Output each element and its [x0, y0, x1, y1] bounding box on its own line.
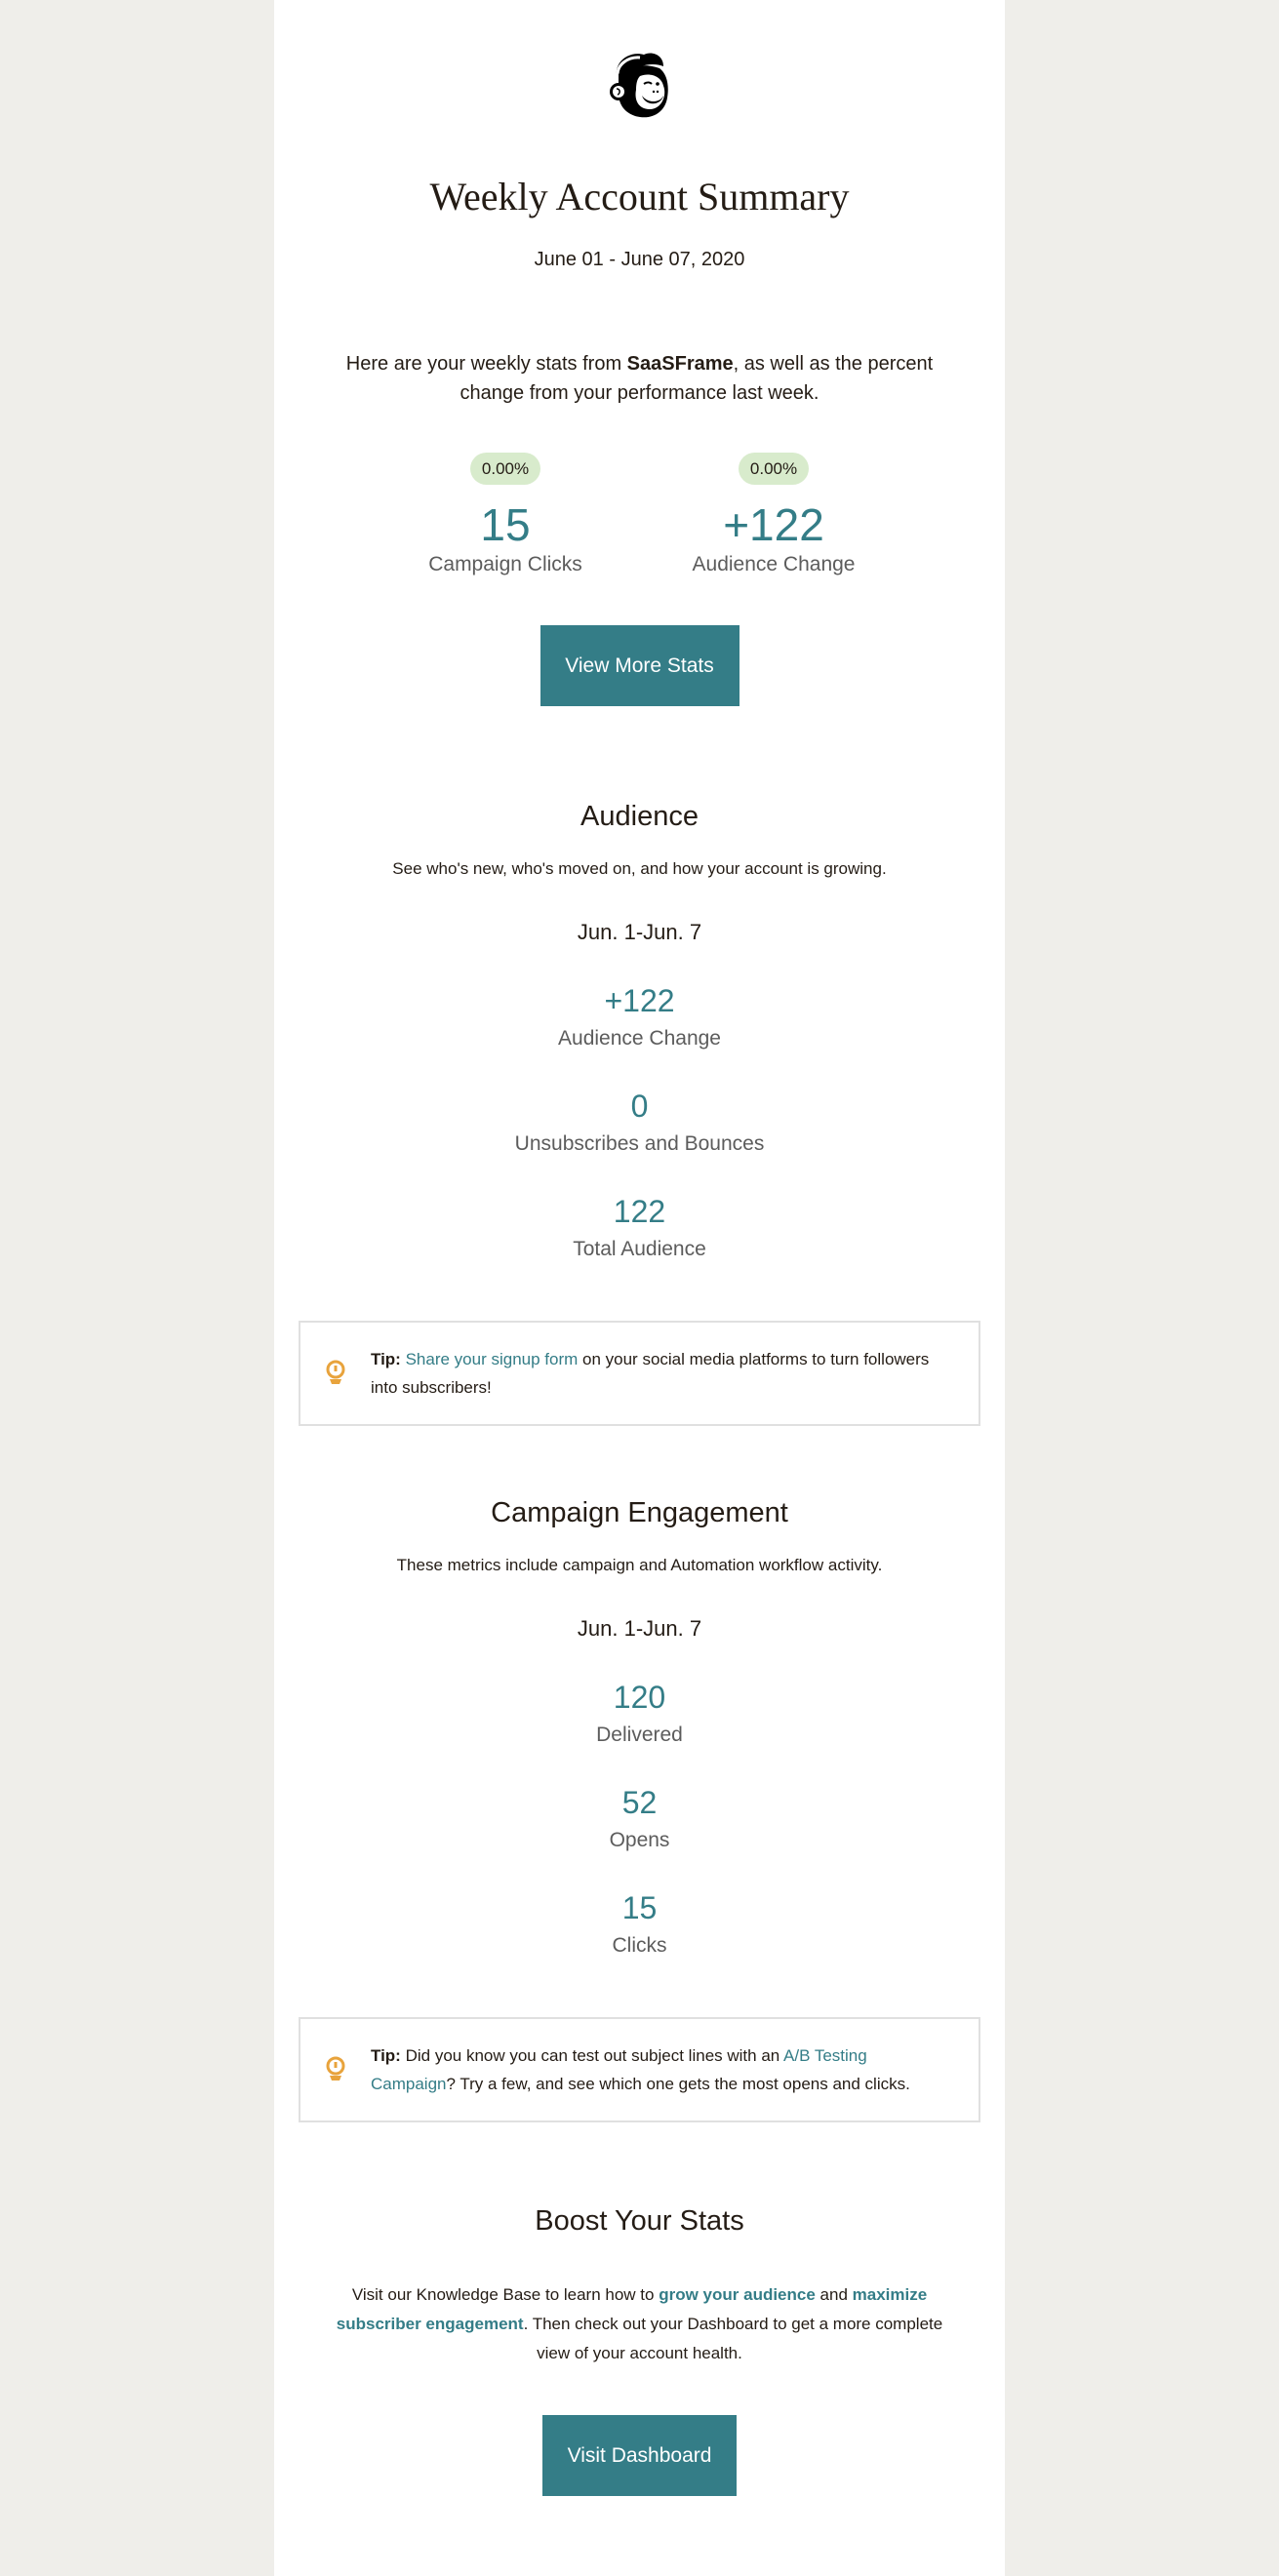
metric-value: 122 [613, 1194, 666, 1229]
intro-suffix: , as well as the percent change from your performance last week. [460, 353, 934, 404]
stat-label: Audience Change [692, 553, 856, 575]
intro-text [313, 349, 966, 408]
tip-body: on your social media platforms to turn followers into subscribers! [371, 1350, 930, 1397]
freddie-monkey-icon [605, 47, 675, 121]
metric-opens [274, 1785, 1005, 1853]
date-range: June 01 - June 07, 2020 [534, 249, 745, 270]
metric-label: Unsubscribes and Bounces [514, 1132, 765, 1155]
audience-tip-box [299, 1321, 980, 1426]
stat-value: 15 [480, 499, 531, 550]
boost-text-part: . Then check out your Dashboard to get a more complete view of your account health. [523, 2315, 943, 2362]
email-container [274, 0, 1005, 2576]
grow-your-audience-link[interactable]: grow your audience [659, 2285, 816, 2304]
metric-total-audience [274, 1194, 1005, 1262]
metric-audience-change [274, 983, 1005, 1051]
metric-delivered [274, 1680, 1005, 1748]
metric-value: 0 [630, 1089, 649, 1124]
ab-testing-campaign-link[interactable]: A/B Testing Campaign [371, 2046, 867, 2093]
engagement-section-subtitle: These metrics include campaign and Automation workflow activity. [396, 1556, 883, 1574]
account-name: SaaSFrame [626, 353, 734, 375]
boost-section-title: Boost Your Stats [535, 2205, 744, 2237]
engagement-section-title: Campaign Engagement [491, 1497, 788, 1528]
engagement-tip-box [299, 2017, 980, 2122]
metric-clicks [274, 1890, 1005, 1959]
stat-value: +122 [723, 499, 824, 550]
audience-section-subtitle: See who's new, who's moved on, and how your account is growing. [392, 859, 887, 878]
view-more-stats-button[interactable]: View More Stats [540, 625, 739, 706]
tip-text [371, 2041, 979, 2098]
summary-stat-campaign-clicks [372, 453, 640, 576]
metric-label: Clicks [612, 1934, 667, 1957]
intro-prefix: Here are your weekly stats from [345, 353, 627, 375]
summary-stats [274, 453, 1005, 576]
metric-label: Delivered [596, 1724, 683, 1746]
lightbulb-icon [300, 2056, 371, 2083]
page-title: Weekly Account Summary [429, 175, 850, 218]
audience-section-title: Audience [580, 801, 699, 832]
metric-value: +122 [604, 983, 675, 1018]
stat-label: Campaign Clicks [428, 553, 582, 575]
tip-body-before: Did you know you can test out subject lines with an [400, 2046, 784, 2065]
metric-value: 120 [613, 1680, 666, 1715]
metric-label: Audience Change [558, 1027, 721, 1050]
metric-value: 15 [621, 1890, 658, 1925]
metric-value: 52 [621, 1785, 658, 1820]
tip-text [371, 1345, 979, 1402]
lightbulb-icon [300, 1360, 371, 1387]
boost-text-part: Visit our Knowledge Base to learn how to [351, 2285, 659, 2304]
percent-change-badge: 0.00% [739, 453, 809, 485]
tip-label: Tip: [371, 1350, 401, 1368]
engagement-date-range: Jun. 1-Jun. 7 [577, 1616, 702, 1641]
mailchimp-logo[interactable] [274, 0, 1005, 123]
boost-text-part: and [815, 2285, 853, 2304]
maximize-subscriber-engagement-link[interactable]: maximize subscriber engagement [336, 2285, 928, 2333]
tip-body-after: ? Try a few, and see which one gets the most opens and clicks. [446, 2075, 910, 2093]
tip-label: Tip: [371, 2046, 401, 2065]
share-signup-form-link[interactable]: Share your signup form [405, 1350, 579, 1368]
percent-change-badge: 0.00% [470, 453, 540, 485]
metric-label: Total Audience [573, 1238, 706, 1260]
audience-date-range: Jun. 1-Jun. 7 [577, 920, 702, 944]
metric-label: Opens [609, 1829, 670, 1851]
visit-dashboard-button[interactable]: Visit Dashboard [542, 2415, 737, 2496]
metric-unsubscribes-bounces [274, 1089, 1005, 1157]
boost-text [323, 2280, 956, 2368]
summary-stat-audience-change [640, 453, 908, 576]
